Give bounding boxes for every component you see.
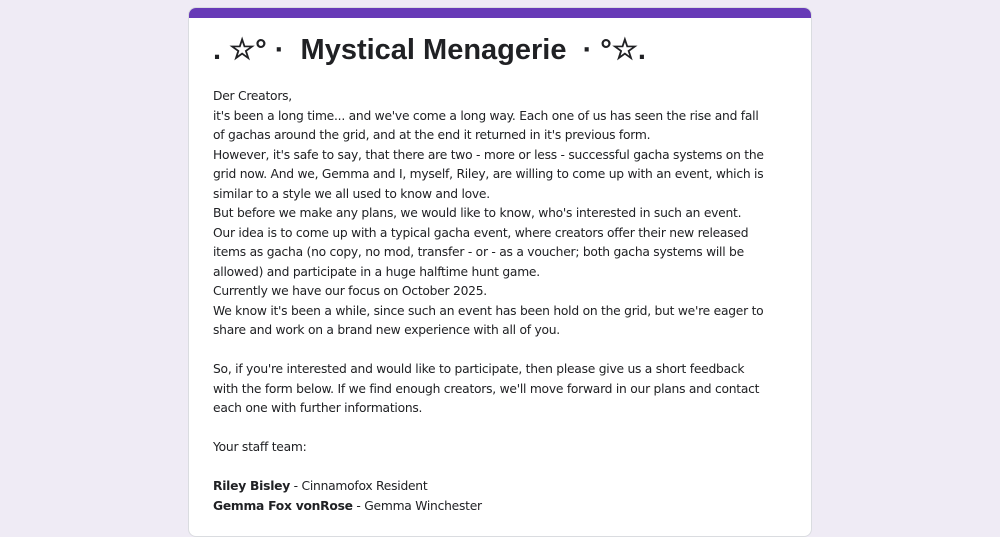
form-header-card — [188, 7, 812, 537]
staff-name: Riley Bisley — [213, 479, 291, 493]
form-title: . ☆° · Mystical Menagerie · °☆. — [213, 34, 646, 66]
description-line: We know it's been a while, since such an event has been hold on the grid, but we're eager to — [213, 303, 764, 318]
paragraph-spacer — [213, 419, 791, 439]
feedback-line: each one with further informations. — [213, 401, 423, 415]
paragraph-spacer — [213, 341, 791, 361]
paragraph-spacer — [213, 458, 791, 478]
staff-member — [213, 477, 791, 497]
description-line: Der Creators, — [213, 89, 292, 103]
description-line: share and work on a brand new experience with all of you. — [213, 323, 560, 337]
description-line: similar to a style we all used to know and love. — [213, 186, 490, 201]
staff-heading: Your staff team: — [213, 440, 307, 454]
description-line: grid now. And we, Gemma and I, myself, Riley, are willing to come up with an event, which is — [213, 167, 764, 181]
description-line: allowed) and participate in a huge halftime hunt game. — [213, 264, 540, 279]
form-header-content — [213, 32, 791, 516]
description-line: However, it's safe to say, that there are two - more or less - successful gacha systems on the — [213, 147, 764, 162]
description-line: of gachas around the grid, and at the end it returned in it's previous form. — [213, 128, 651, 142]
description-line: items as gacha (no copy, no mod, transfer - or - as a voucher; both gacha systems will be — [213, 245, 744, 259]
form-accent-bar — [189, 8, 811, 18]
staff-name: Gemma Fox vonRose — [213, 498, 353, 513]
description-line: But before we make any plans, we would like to know, who's interested in such an event. — [213, 206, 742, 220]
description-line: Our idea is to come up with a typical gacha event, where creators offer their new released — [213, 225, 749, 240]
form-description — [213, 87, 791, 516]
feedback-line: So, if you're interested and would like to participate, then please give us a short feedback — [213, 362, 745, 376]
description-line: Currently we have our focus on October 2025. — [213, 284, 487, 298]
feedback-line: with the form below. If we find enough creators, we'll move forward in our plans and contact — [213, 381, 760, 396]
staff-role: - Cinnamofox Resident — [290, 479, 428, 493]
staff-member — [213, 497, 791, 517]
staff-role: - Gemma Winchester — [352, 498, 482, 513]
description-line: it's been a long time... and we've come a long way. Each one of us has seen the rise and fall — [213, 108, 759, 123]
